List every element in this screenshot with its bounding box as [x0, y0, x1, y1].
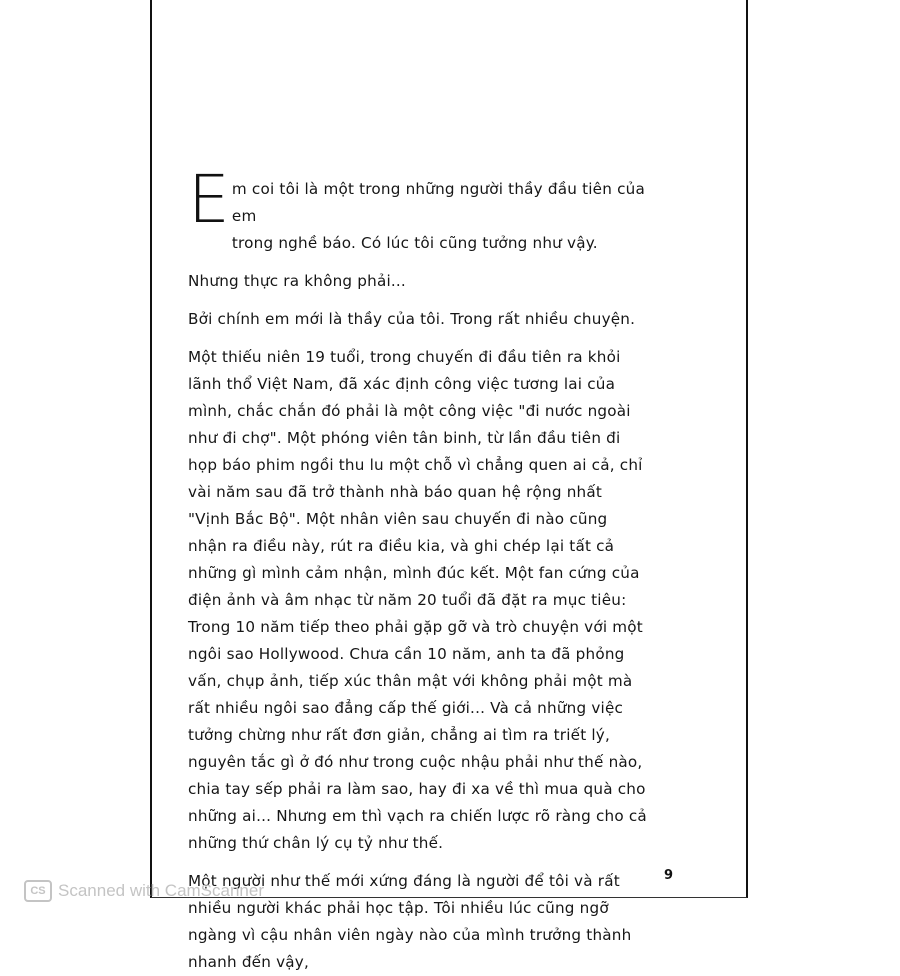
page-body	[188, 161, 648, 976]
paragraph-4: Một người như thế mới xứng đáng là người để tôi và rất nhiều người khác phải học tập. Tôi nhiều lúc cũng ngỡ ngàng vì cậu nhân viên ngày nào của mình trưởng thành nhanh đến vậy,	[188, 872, 632, 971]
watermark-text: Scanned with CamScanner	[58, 881, 265, 900]
opening-paragraph	[188, 161, 648, 257]
paragraph-2: Bởi chính em mới là thầy của tôi. Trong rất nhiều chuyện.	[188, 310, 636, 328]
opening-line-1: m coi tôi là một trong những người thầy đầu tiên của em	[231, 180, 645, 225]
paragraph-3: Một thiếu niên 19 tuổi, trong chuyến đi đầu tiên ra khỏi lãnh thổ Việt Nam, đã xác định công việc tương lai của mình, chắc chắn đó phải là một công việc "đi nước ngoài như đi chợ". Một phóng viên tân binh, từ lần đầu tiên đi họp báo phim ngồi thu lu một chỗ vì chẳng quen ai cả, chỉ vài năm sau đã trở thành nhà báo quan hệ rộng nhất "Vịnh Bắc Bộ". Một nhân viên sau chuyến đi nào cũng nhận ra điều này, rút ra điều kia, và ghi chép lại tất cả những gì mình cảm nhận, mình đúc kết. Một fan cứng của điện ảnh và âm nhạc từ năm 20 tuổi đã đặt ra mục tiêu: Trong 10 năm tiếp theo phải gặp gỡ và trò chuyện với một ngôi sao Hollywood. Chưa cần 10 năm, anh ta đã phỏng vấn, chụp ảnh, tiếp xúc thân mật với không phải một mà rất nhiều ngôi sao đẳng cấp thế giới... Và cả những việc tưởng chừng như rất đơn giản, chẳng ai tìm ra triết lý, nguyên tắc gì ở đó như trong cuộc nhậu phải như thế nào, chia tay sếp phải ra làm sao, hay đi xa về thì mua quà cho những ai... Nhưng em thì vạch ra chiến lược rõ ràng cho cả những thứ chân lý cụ tỷ như thế.	[188, 348, 647, 852]
page-number: 9	[664, 868, 674, 883]
paragraph-1: Nhưng thực ra không phải...	[188, 272, 406, 290]
camscanner-logo-icon: CS	[24, 880, 52, 902]
camscanner-watermark	[24, 880, 264, 902]
opening-text	[232, 176, 648, 257]
drop-cap: E	[188, 161, 230, 238]
opening-line-2: trong nghề báo. Có lúc tôi cũng tưởng như vậy.	[231, 234, 598, 252]
